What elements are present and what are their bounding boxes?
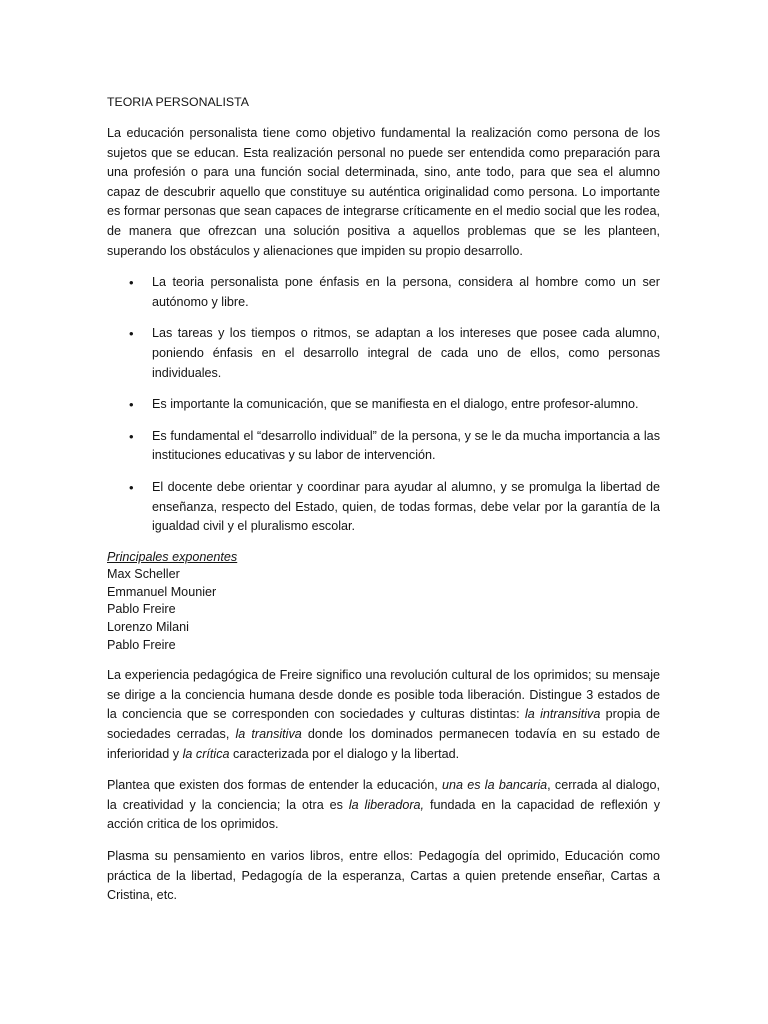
list-item [107, 273, 660, 312]
italic-run: la crítica [182, 746, 230, 761]
bullet-icon: • [129, 275, 134, 291]
bullet-icon: • [129, 479, 134, 495]
freire-paragraph-3: Plasma su pensamiento en varios libros, entre ellos: Pedagogía del oprimido, Educación como práctica de la libertad, Pedagogía de la esperanza, Cartas a quien pretende enseñar, Cartas a Cristina, etc. [107, 849, 660, 903]
freire-paragraph-1 [107, 666, 660, 764]
exponent-name: Pablo Freire [107, 637, 176, 652]
list-item-text: Es importante la comunicación, que se manifiesta en el dialogo, entre profesor-alumno. [152, 397, 639, 412]
bullet-icon: • [129, 428, 134, 444]
exponent-name: Emmanuel Mounier [107, 584, 217, 599]
list-item [107, 478, 660, 537]
text-run: caracterizada por el dialogo y la libertad. [229, 746, 460, 761]
list-item-text: La teoria personalista pone énfasis en la persona, considera al hombre como un ser autónomo y libre. [152, 275, 660, 309]
bullet-list [107, 273, 660, 537]
list-item-text: Es fundamental el “desarrollo individual” de la persona, y se le da mucha importancia a las instituciones educativas y su labor de intervención. [152, 428, 660, 463]
list-item-text: El docente debe orientar y coordinar para ayudar al alumno, y se promulga la libertad de enseñanza, respecto del Estado, quien, de todas formas, debe velar por la garantía de la igualdad civil y el pluralismo escolar. [152, 479, 660, 534]
text-run: La experiencia pedagógica de Freire significo una revolución cultural de los oprimidos; su mensaje se dirige a la conciencia humana desde donde es posible toda liberación. Distingue 3 estados de la conciencia que se corresponden con sociedades y culturas distintas: [107, 668, 660, 722]
list-item [107, 427, 660, 466]
exponent-name: Pablo Freire [107, 602, 176, 617]
list-item [107, 324, 660, 383]
italic-run: la liberadora, [348, 797, 425, 812]
text-run: fundada en la capacidad de reflexión y acción critica de los oprimidos. [107, 797, 661, 832]
document-title: TEORIA PERSONALISTA [107, 95, 249, 109]
exponent-name: Max Scheller [107, 567, 180, 582]
freire-paragraph-2 [107, 776, 660, 835]
text-run: donde los dominados permanecen todavía en su estado de inferioridad y [107, 727, 660, 761]
italic-run: una es la bancaria [442, 778, 548, 793]
bullet-icon: • [129, 326, 134, 342]
text-run: propia de sociedades cerradas, [107, 707, 660, 742]
text-run: Plantea que existen dos formas de entender la educación, [107, 778, 443, 793]
italic-run: la transitiva [235, 727, 302, 742]
intro-paragraph: La educación personalista tiene como objetivo fundamental la realización como persona de los sujetos que se educan. Esta realización personal no puede ser entendida como preparación para una profesión o para una función social determinada, sino, ante todo, para que sea el alumno capaz de descubrir aquello que constituye su auténtica originalidad como persona. Lo importante es formar personas que sean capaces de integrarse críticamente en el medio social que les rodea, de manera que ofrezcan una solución positiva a aquellos problemas que se les planteen, superando los obstáculos y alienaciones que impiden su propio desarrollo. [107, 126, 660, 258]
italic-run: la intransitiva [525, 707, 601, 722]
list-item [107, 395, 660, 415]
list-item-text: Las tareas y los tiempos o ritmos, se adaptan a los intereses que posee cada alumno, poniendo énfasis en el desarrollo integral de cada uno de ellos, como personas individuales. [152, 326, 660, 380]
text-run: , cerrada al dialogo, la creatividad y la conciencia; la otra es [107, 778, 660, 812]
exponents-heading-line [107, 549, 660, 567]
exponent-name: Lorenzo Milani [107, 620, 189, 635]
exponents-heading: Principales exponentes [107, 549, 238, 564]
exponents-list [107, 566, 660, 654]
bullet-icon: • [129, 397, 134, 413]
document-page [107, 92, 660, 918]
